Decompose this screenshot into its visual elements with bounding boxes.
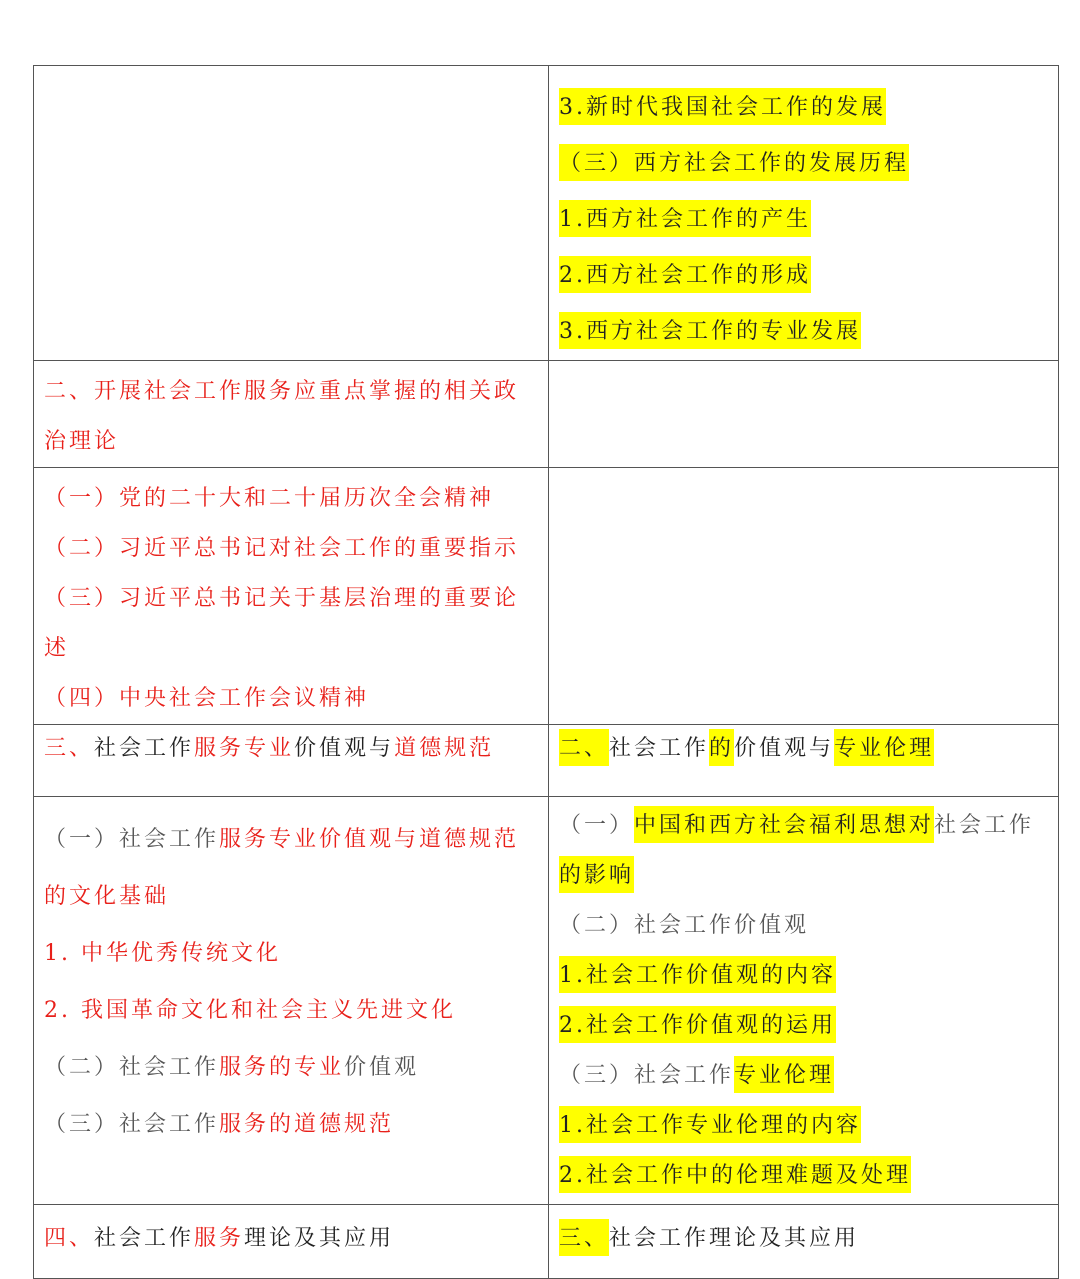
text-segment: 2. 我国革命文化和社会主义先进文化 — [44, 998, 456, 1023]
cell-line — [559, 801, 1050, 901]
cell-line — [44, 574, 540, 674]
cell-line — [559, 1101, 1050, 1151]
text-segment: 服务 — [194, 1226, 245, 1251]
right-cell — [549, 797, 1059, 1205]
text-segment: （一）社会工作 — [44, 827, 220, 852]
cell-line — [559, 737, 1050, 761]
left-cell — [34, 1205, 549, 1279]
cell-line — [559, 1051, 1050, 1101]
left-cell — [34, 66, 549, 361]
right-cell — [549, 725, 1059, 797]
cell-line — [44, 811, 540, 925]
highlighted-text: 2.社会工作中的伦理难题及处理 — [559, 1156, 911, 1193]
table-row — [34, 1205, 1059, 1279]
cell-line — [44, 1096, 540, 1153]
cell-line — [559, 951, 1050, 1001]
cell-line — [559, 304, 1050, 360]
cell-line — [44, 737, 540, 761]
cell-line — [559, 192, 1050, 248]
cell-line — [44, 674, 540, 724]
cell-line — [44, 1039, 540, 1096]
highlighted-text: 3.西方社会工作的专业发展 — [559, 312, 861, 349]
text-segment: 社会工作 — [934, 813, 1035, 838]
cell-line — [559, 1151, 1050, 1201]
text-segment: 服务专业 — [194, 736, 295, 761]
right-cell — [549, 361, 1059, 468]
highlighted-text: 1.社会工作价值观的内容 — [559, 956, 836, 993]
text-segment: （三）习近平总书记关于基层治理的重要论述 — [44, 586, 520, 661]
table-row — [34, 725, 1059, 797]
text-segment: （二）社会工作价值观 — [559, 913, 810, 938]
highlighted-text: 3.新时代我国社会工作的发展 — [559, 88, 886, 125]
cell-line — [559, 136, 1050, 192]
text-segment: 服务的道德规范 — [219, 1112, 395, 1137]
cell-line — [559, 80, 1050, 136]
text-segment: 价值观与 — [294, 736, 395, 761]
text-segment: 四、 — [44, 1226, 95, 1251]
cell-line — [44, 925, 540, 982]
highlighted-text: 1.西方社会工作的产生 — [559, 200, 811, 237]
text-segment: 道德规范 — [394, 736, 495, 761]
cell-line — [559, 901, 1050, 951]
highlighted-text: 专业伦理 — [834, 729, 934, 766]
text-segment: （三）社会工作 — [559, 1063, 735, 1088]
cell-line — [44, 982, 540, 1039]
text-segment: （三）社会工作 — [44, 1112, 220, 1137]
table-row — [34, 797, 1059, 1205]
highlighted-text: 2.西方社会工作的形成 — [559, 256, 811, 293]
text-segment: 社会工作 — [609, 736, 710, 761]
highlighted-text: 专业伦理 — [734, 1056, 834, 1093]
table-row — [34, 361, 1059, 468]
cell-line — [559, 1227, 1050, 1251]
left-cell — [34, 725, 549, 797]
highlighted-text: 2.社会工作价值观的运用 — [559, 1006, 836, 1043]
highlighted-text: （三）西方社会工作的发展历程 — [559, 144, 909, 181]
text-segment: 二、开展社会工作服务应重点掌握的相关政治理论 — [44, 379, 520, 454]
right-cell — [549, 66, 1059, 361]
text-segment: （二）习近平总书记对社会工作的重要指示 — [44, 536, 520, 561]
highlighted-text: 中国和西方社会福利思想对 — [634, 806, 934, 843]
text-segment: 三、 — [44, 736, 95, 761]
cell-line — [559, 1001, 1050, 1051]
table-row — [34, 66, 1059, 361]
cell-line — [44, 1227, 540, 1251]
text-segment: 社会工作 — [94, 1226, 195, 1251]
left-cell — [34, 797, 549, 1205]
text-segment: 价值观与 — [734, 736, 835, 761]
text-segment: （四）中央社会工作会议精神 — [44, 686, 370, 711]
text-segment: （一） — [559, 813, 635, 838]
left-cell — [34, 468, 549, 725]
text-segment: 服务专业价值观与道德规范的文化基础 — [44, 827, 520, 909]
text-segment: 社会工作 — [94, 736, 195, 761]
text-segment: 服务的专业 — [219, 1055, 345, 1080]
highlighted-text: 1.社会工作专业伦理的内容 — [559, 1106, 861, 1143]
cell-line — [44, 524, 540, 574]
cell-line — [44, 474, 540, 524]
right-cell — [549, 1205, 1059, 1279]
text-segment: （二）社会工作 — [44, 1055, 220, 1080]
text-segment: （一）党的二十大和二十届历次全会精神 — [44, 486, 495, 511]
text-segment: 社会工作理论及其应用 — [609, 1226, 860, 1251]
cell-line — [44, 367, 540, 467]
cell-line — [559, 248, 1050, 304]
right-cell — [549, 468, 1059, 725]
highlighted-text: 三、 — [559, 1219, 609, 1256]
syllabus-comparison-table — [33, 65, 1059, 1279]
table-row — [34, 468, 1059, 725]
table-body — [34, 66, 1059, 1279]
highlighted-text: 的影响 — [559, 856, 634, 893]
text-segment: 理论及其应用 — [244, 1226, 395, 1251]
text-segment: 1. 中华优秀传统文化 — [44, 941, 281, 966]
left-cell — [34, 361, 549, 468]
highlighted-text: 的 — [709, 729, 734, 766]
highlighted-text: 二、 — [559, 729, 609, 766]
text-segment: 价值观 — [344, 1055, 420, 1080]
